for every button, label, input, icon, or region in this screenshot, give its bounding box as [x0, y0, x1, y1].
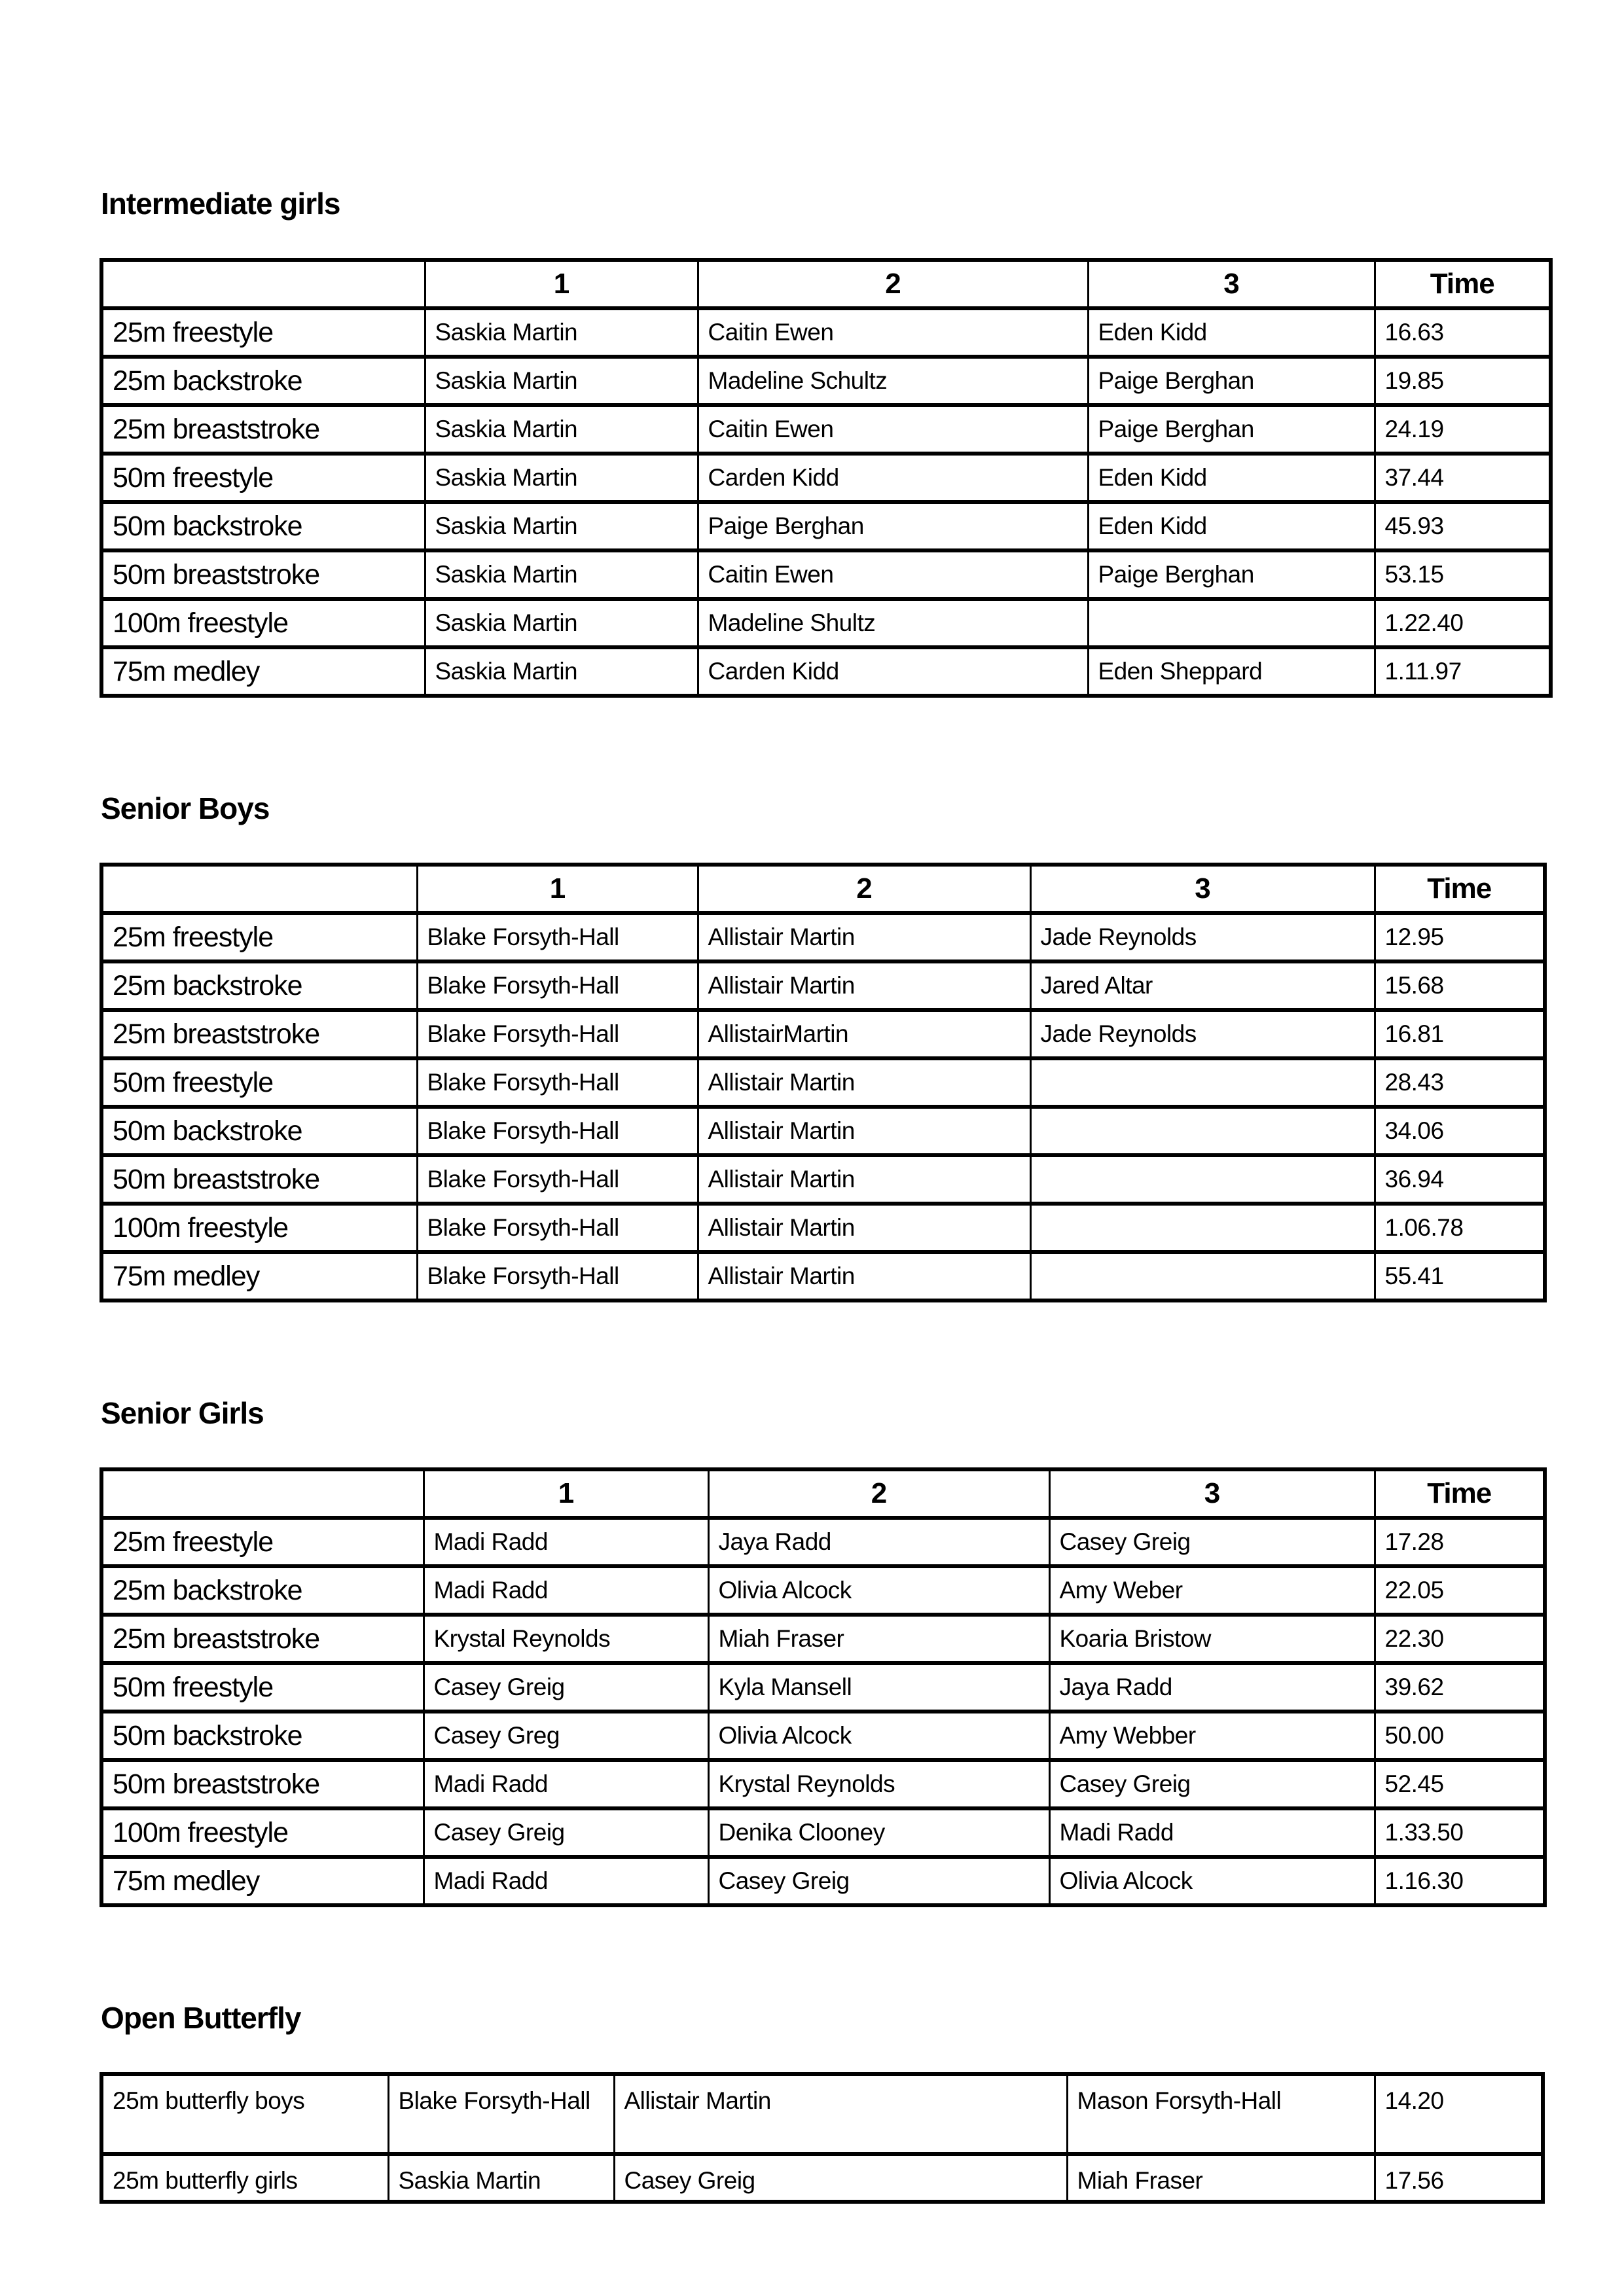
result-row — [101, 454, 1551, 502]
result-row — [101, 1857, 1545, 1905]
place-2-cell: Allistair Martin — [698, 1204, 1030, 1252]
header-row — [101, 865, 1545, 913]
place-3-cell: Eden Kidd — [1088, 454, 1375, 502]
time-cell: 19.85 — [1375, 357, 1551, 405]
event-cell: 50m breaststroke — [101, 1760, 424, 1808]
place-3-cell: Miah Fraser — [1067, 2154, 1375, 2202]
event-cell: 75m medley — [101, 1252, 417, 1300]
place-2-cell: Allistair Martin — [698, 1107, 1030, 1155]
results-table-open-butterfly — [99, 2072, 1545, 2204]
result-row — [101, 1663, 1545, 1712]
result-row — [101, 1615, 1545, 1663]
place-2-cell: Olivia Alcock — [708, 1712, 1049, 1760]
place-1-cell: Saskia Martin — [425, 308, 698, 357]
event-cell: 25m backstroke — [101, 961, 417, 1010]
place-2-cell: Madeline Schultz — [698, 357, 1088, 405]
place-3-cell: Paige Berghan — [1088, 357, 1375, 405]
column-header-place-3: 3 — [1049, 1469, 1375, 1518]
place-1-cell: Blake Forsyth-Hall — [417, 1252, 698, 1300]
section-open-butterfly — [99, 2003, 1624, 2204]
place-2-cell: Caitin Ewen — [698, 550, 1088, 599]
section-title: Intermediate girls — [101, 187, 340, 221]
time-cell: 50.00 — [1375, 1712, 1545, 1760]
place-3-cell: Jaya Radd — [1049, 1663, 1375, 1712]
place-1-cell: Madi Radd — [424, 1760, 708, 1808]
event-cell: 50m backstroke — [101, 1712, 424, 1760]
place-2-cell: Kyla Mansell — [708, 1663, 1049, 1712]
result-row — [101, 405, 1551, 454]
place-2-cell: Allistair Martin — [698, 1155, 1030, 1204]
place-3-cell — [1030, 1155, 1375, 1204]
section-title: Senior Girls — [101, 1396, 264, 1430]
place-1-cell: Casey Greig — [424, 1808, 708, 1857]
place-1-cell: Saskia Martin — [388, 2154, 614, 2202]
column-header-place-3: 3 — [1030, 865, 1375, 913]
time-cell: 55.41 — [1375, 1252, 1545, 1300]
column-header-time: Time — [1375, 865, 1545, 913]
place-1-cell: Krystal Reynolds — [424, 1615, 708, 1663]
place-3-cell — [1030, 1058, 1375, 1107]
result-row — [101, 1107, 1545, 1155]
event-cell: 25m backstroke — [101, 357, 425, 405]
result-row — [101, 599, 1551, 647]
place-1-cell: Saskia Martin — [425, 502, 698, 550]
place-1-cell: Saskia Martin — [425, 405, 698, 454]
place-1-cell: Blake Forsyth-Hall — [417, 961, 698, 1010]
event-cell: 50m backstroke — [101, 502, 425, 550]
time-cell: 36.94 — [1375, 1155, 1545, 1204]
event-cell: 50m freestyle — [101, 1058, 417, 1107]
event-cell: 50m backstroke — [101, 1107, 417, 1155]
event-cell: 25m butterfly boys — [101, 2074, 388, 2154]
time-cell: 37.44 — [1375, 454, 1551, 502]
place-1-cell: Blake Forsyth-Hall — [417, 1107, 698, 1155]
time-cell: 28.43 — [1375, 1058, 1545, 1107]
place-3-cell: Casey Greig — [1049, 1760, 1375, 1808]
time-cell: 24.19 — [1375, 405, 1551, 454]
time-cell: 16.81 — [1375, 1010, 1545, 1058]
time-cell: 22.30 — [1375, 1615, 1545, 1663]
result-row — [101, 1712, 1545, 1760]
place-2-cell: Olivia Alcock — [708, 1566, 1049, 1615]
place-2-cell: Madeline Shultz — [698, 599, 1088, 647]
place-1-cell: Madi Radd — [424, 1566, 708, 1615]
header-blank-cell — [101, 260, 425, 308]
place-1-cell: Blake Forsyth-Hall — [417, 1058, 698, 1107]
header-row — [101, 260, 1551, 308]
section-title: Senior Boys — [101, 791, 270, 825]
place-1-cell: Saskia Martin — [425, 454, 698, 502]
place-2-cell: Caitin Ewen — [698, 308, 1088, 357]
place-1-cell: Saskia Martin — [425, 647, 698, 696]
event-cell: 100m freestyle — [101, 599, 425, 647]
result-row — [101, 1518, 1545, 1566]
result-row — [101, 1760, 1545, 1808]
place-1-cell: Casey Greg — [424, 1712, 708, 1760]
result-row — [101, 1808, 1545, 1857]
place-2-cell: Carden Kidd — [698, 647, 1088, 696]
time-cell: 52.45 — [1375, 1760, 1545, 1808]
place-3-cell — [1088, 599, 1375, 647]
time-cell: 1.33.50 — [1375, 1808, 1545, 1857]
header-blank-cell — [101, 865, 417, 913]
event-cell: 25m backstroke — [101, 1566, 424, 1615]
place-2-cell: Casey Greig — [614, 2154, 1067, 2202]
event-cell: 100m freestyle — [101, 1808, 424, 1857]
result-row — [101, 1252, 1545, 1300]
column-header-time: Time — [1375, 260, 1551, 308]
place-2-cell: Allistair Martin — [698, 1058, 1030, 1107]
time-cell: 17.56 — [1375, 2154, 1543, 2202]
place-3-cell — [1030, 1107, 1375, 1155]
result-row — [101, 1566, 1545, 1615]
place-1-cell: Blake Forsyth-Hall — [417, 1010, 698, 1058]
result-row — [101, 2154, 1543, 2202]
place-3-cell: Mason Forsyth-Hall — [1067, 2074, 1375, 2154]
place-1-cell: Saskia Martin — [425, 357, 698, 405]
results-table-senior-boys — [99, 863, 1547, 1302]
time-cell: 1.11.97 — [1375, 647, 1551, 696]
place-1-cell: Blake Forsyth-Hall — [417, 913, 698, 961]
time-cell: 34.06 — [1375, 1107, 1545, 1155]
column-header-place-1: 1 — [417, 865, 698, 913]
place-3-cell: Koaria Bristow — [1049, 1615, 1375, 1663]
place-2-cell: AllistairMartin — [698, 1010, 1030, 1058]
time-cell: 1.16.30 — [1375, 1857, 1545, 1905]
place-3-cell: Eden Kidd — [1088, 308, 1375, 357]
place-3-cell — [1030, 1204, 1375, 1252]
place-1-cell: Blake Forsyth-Hall — [417, 1204, 698, 1252]
place-3-cell: Jade Reynolds — [1030, 913, 1375, 961]
result-row — [101, 1204, 1545, 1252]
place-1-cell: Blake Forsyth-Hall — [388, 2074, 614, 2154]
place-3-cell: Paige Berghan — [1088, 550, 1375, 599]
column-header-place-1: 1 — [425, 260, 698, 308]
result-row — [101, 550, 1551, 599]
place-3-cell: Amy Weber — [1049, 1566, 1375, 1615]
time-cell: 45.93 — [1375, 502, 1551, 550]
section-senior-boys — [99, 793, 1624, 1302]
place-3-cell — [1030, 1252, 1375, 1300]
place-3-cell: Paige Berghan — [1088, 405, 1375, 454]
place-2-cell: Caitin Ewen — [698, 405, 1088, 454]
result-row — [101, 961, 1545, 1010]
place-1-cell: Madi Radd — [424, 1518, 708, 1566]
event-cell: 50m breaststroke — [101, 1155, 417, 1204]
event-cell: 25m freestyle — [101, 913, 417, 961]
time-cell: 22.05 — [1375, 1566, 1545, 1615]
column-header-place-1: 1 — [424, 1469, 708, 1518]
time-cell: 16.63 — [1375, 308, 1551, 357]
event-cell: 25m butterfly girls — [101, 2154, 388, 2202]
place-2-cell: Allistair Martin — [614, 2074, 1067, 2154]
column-header-time: Time — [1375, 1469, 1545, 1518]
event-cell: 25m freestyle — [101, 308, 425, 357]
place-1-cell: Blake Forsyth-Hall — [417, 1155, 698, 1204]
place-1-cell: Saskia Martin — [425, 550, 698, 599]
result-row — [101, 1010, 1545, 1058]
header-blank-cell — [101, 1469, 424, 1518]
result-row — [101, 308, 1551, 357]
place-1-cell: Saskia Martin — [425, 599, 698, 647]
place-3-cell: Jade Reynolds — [1030, 1010, 1375, 1058]
time-cell: 17.28 — [1375, 1518, 1545, 1566]
place-2-cell: Miah Fraser — [708, 1615, 1049, 1663]
result-row — [101, 2074, 1543, 2154]
column-header-place-2: 2 — [698, 865, 1030, 913]
event-cell: 25m breaststroke — [101, 1010, 417, 1058]
column-header-place-2: 2 — [698, 260, 1088, 308]
place-3-cell: Madi Radd — [1049, 1808, 1375, 1857]
time-cell: 39.62 — [1375, 1663, 1545, 1712]
result-row — [101, 913, 1545, 961]
place-3-cell: Olivia Alcock — [1049, 1857, 1375, 1905]
event-cell: 75m medley — [101, 1857, 424, 1905]
event-cell: 50m freestyle — [101, 1663, 424, 1712]
column-header-place-2: 2 — [708, 1469, 1049, 1518]
header-row — [101, 1469, 1545, 1518]
time-cell: 1.06.78 — [1375, 1204, 1545, 1252]
event-cell: 100m freestyle — [101, 1204, 417, 1252]
place-2-cell: Allistair Martin — [698, 961, 1030, 1010]
event-cell: 25m breaststroke — [101, 1615, 424, 1663]
place-2-cell: Jaya Radd — [708, 1518, 1049, 1566]
event-cell: 50m breaststroke — [101, 550, 425, 599]
time-cell: 12.95 — [1375, 913, 1545, 961]
result-row — [101, 647, 1551, 696]
place-1-cell: Madi Radd — [424, 1857, 708, 1905]
place-2-cell: Krystal Reynolds — [708, 1760, 1049, 1808]
result-row — [101, 1155, 1545, 1204]
place-2-cell: Casey Greig — [708, 1857, 1049, 1905]
place-1-cell: Casey Greig — [424, 1663, 708, 1712]
section-senior-girls — [99, 1398, 1624, 1907]
place-2-cell: Allistair Martin — [698, 1252, 1030, 1300]
time-cell: 14.20 — [1375, 2074, 1543, 2154]
result-row — [101, 1058, 1545, 1107]
section-intermediate-girls — [99, 188, 1624, 698]
column-header-place-3: 3 — [1088, 260, 1375, 308]
results-table-senior-girls — [99, 1467, 1547, 1907]
results-table-intermediate-girls — [99, 258, 1553, 698]
place-3-cell: Casey Greig — [1049, 1518, 1375, 1566]
event-cell: 50m freestyle — [101, 454, 425, 502]
place-2-cell: Denika Clooney — [708, 1808, 1049, 1857]
time-cell: 1.22.40 — [1375, 599, 1551, 647]
place-3-cell: Jared Altar — [1030, 961, 1375, 1010]
result-row — [101, 357, 1551, 405]
place-3-cell: Amy Webber — [1049, 1712, 1375, 1760]
place-3-cell: Eden Sheppard — [1088, 647, 1375, 696]
event-cell: 25m breaststroke — [101, 405, 425, 454]
section-title: Open Butterfly — [101, 2001, 301, 2035]
place-2-cell: Carden Kidd — [698, 454, 1088, 502]
time-cell: 53.15 — [1375, 550, 1551, 599]
time-cell: 15.68 — [1375, 961, 1545, 1010]
place-2-cell: Allistair Martin — [698, 913, 1030, 961]
event-cell: 75m medley — [101, 647, 425, 696]
event-cell: 25m freestyle — [101, 1518, 424, 1566]
place-2-cell: Paige Berghan — [698, 502, 1088, 550]
result-row — [101, 502, 1551, 550]
place-3-cell: Eden Kidd — [1088, 502, 1375, 550]
